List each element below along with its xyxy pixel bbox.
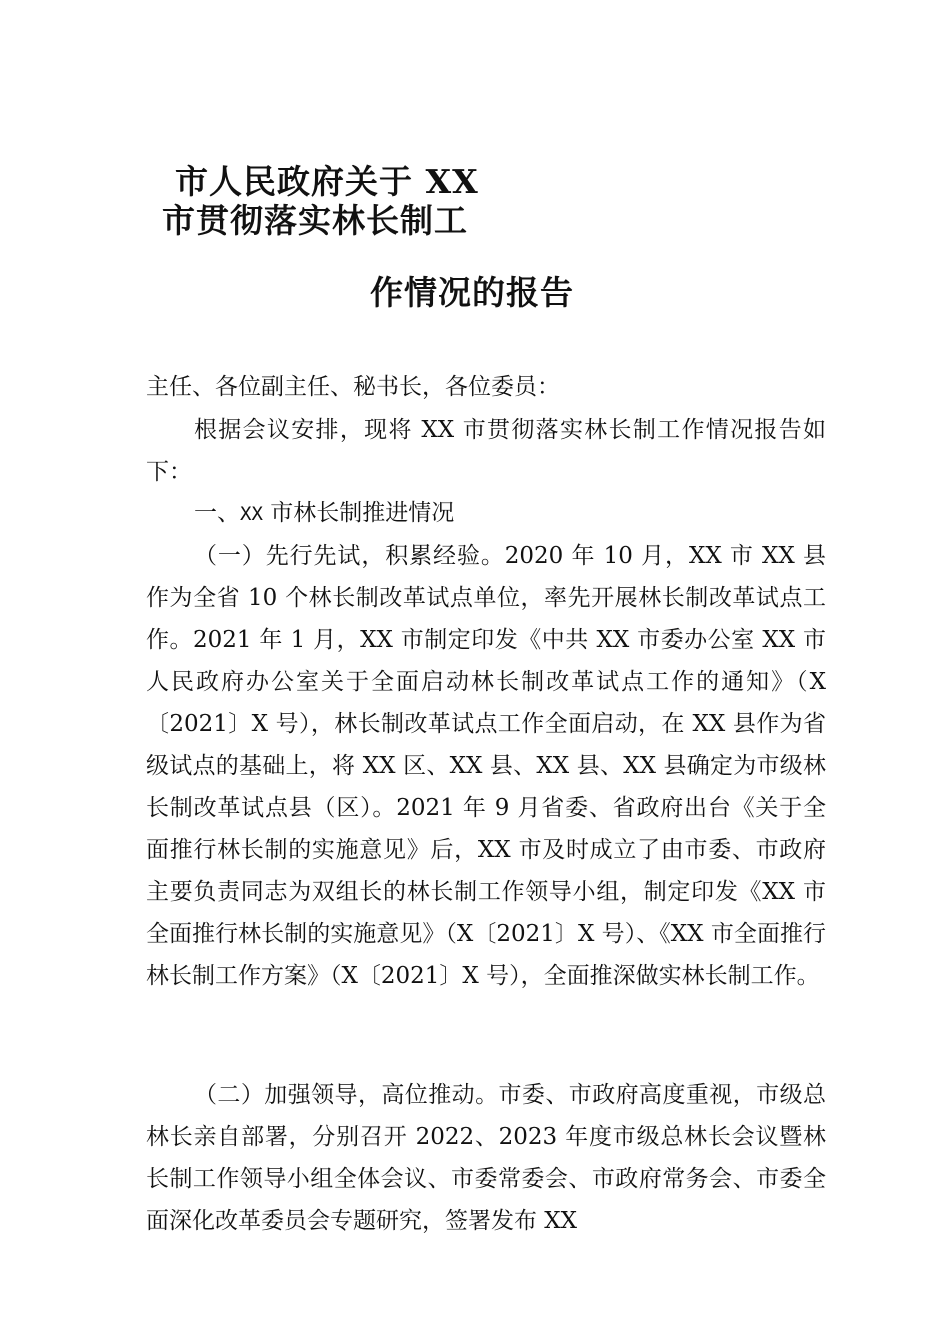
section-heading-1 [146,492,826,535]
section-heading-text: 市林长制推进情况 [262,500,455,526]
title-line-1: 市人民政府关于 XX [175,162,479,201]
paragraph-2: （二）加强领导，高位推动。市委、市政府高度重视，市级总林长亲自部署，分别召开 2022、2023 年度市级总林长会议暨林长制工作领导小组全体会议、市委常委会、市政府常务会、市委全面深化改革委员会专题研究，签署发布 XX [146,1082,826,1234]
salutation: 主任、各位副主任、秘书长，各位委员： [146,374,560,400]
title-line-3: 作情况的报告 [370,273,574,312]
title-line-2: 市贯彻落实林长制工 [162,201,468,240]
intro-paragraph: 根据会议安排，现将 XX 市贯彻落实林长制工作情况报告如下： [146,417,826,485]
section-heading-prefix: 一、 [194,500,240,526]
paragraph-1: （一）先行先试，积累经验。2020 年 10 月，XX 市 XX 县作为全省 10 个林长制改革试点单位，率先开展林长制改革试点工作。2021 年 1 月，XX 市制定印发《中共 XX 市委办公室 XX 市人民政府办公室关于全面启动林长制改革试点工作的通知》（X〔2021〕X 号），林长制改革试点工作全面启动，在 XX 县作为省级试点的基础上，将 XX 区、XX 县、XX 县、XX 县确定为市级林长制改革试点县（区）。2021 年 9 月省委、省政府出台《关于全面推行林长制的实施意见》后，XX 市及时成立了由市委、市政府主要负责同志为双组长的林长制工作领导小组，制定印发《XX 市全面推行林长制的实施意见》（X〔2021〕X 号）、《XX 市全面推行林长制工作方案》（X〔2021〕X 号），全面推深做实林长制工作。 [146,543,826,989]
section-heading-xx: XX [240,503,263,525]
